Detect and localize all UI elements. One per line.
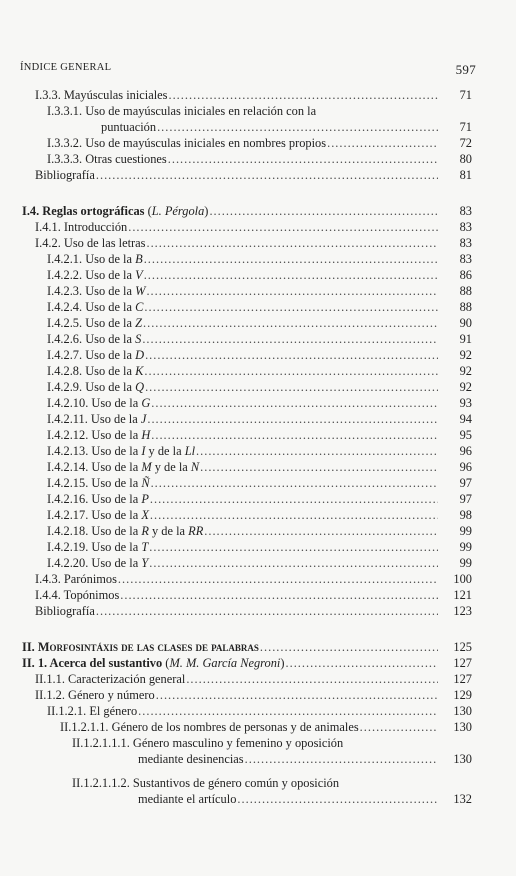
toc-entry-letter: N bbox=[190, 460, 200, 474]
header-page-number: 597 bbox=[455, 62, 476, 77]
toc-entry bbox=[47, 364, 472, 379]
toc-entry-page: 95 bbox=[459, 428, 472, 442]
toc-entry-title: I.3.3. Mayúsculas iniciales bbox=[35, 88, 168, 102]
toc-entry-title: I.4.2.9. Uso de la Q bbox=[47, 380, 145, 394]
toc-entry-title: I.4.2.15. Uso de la Ñ bbox=[47, 476, 150, 490]
toc-entry-title: I.4.2.11. Uso de la J bbox=[47, 412, 147, 426]
dot-leader bbox=[150, 508, 438, 523]
dot-leader bbox=[157, 120, 438, 135]
dot-leader bbox=[146, 236, 438, 251]
toc-entry-letter: Ll bbox=[184, 444, 196, 458]
dot-leader bbox=[196, 444, 438, 459]
toc-entry-title: II.1.2.1.1. Género de los nombres de personas y de animales bbox=[60, 720, 359, 734]
toc-entry-page: 92 bbox=[459, 348, 472, 362]
dot-leader bbox=[147, 412, 438, 427]
toc-entry-title: I.4.2. Uso de las letras bbox=[35, 236, 146, 250]
toc-entry bbox=[47, 540, 472, 555]
dot-leader bbox=[237, 792, 438, 807]
dot-leader bbox=[168, 152, 438, 167]
toc-entry-title: I.4.2.17. Uso de la X bbox=[47, 508, 149, 522]
dot-leader bbox=[260, 640, 438, 655]
toc-entry-page: 71 bbox=[459, 120, 472, 134]
toc-entry-page: 132 bbox=[453, 792, 472, 806]
toc-entry bbox=[35, 572, 472, 587]
toc-entry bbox=[47, 524, 472, 539]
toc-entry-page: 96 bbox=[459, 460, 472, 474]
toc-entry-title: Bibliografía bbox=[35, 168, 95, 182]
dot-leader bbox=[327, 136, 438, 151]
toc-entry-letter: C bbox=[135, 300, 144, 314]
dot-leader bbox=[144, 252, 438, 267]
toc-entry-letter: Z bbox=[135, 316, 143, 330]
toc-entry-title: II.1.2.1.1.2. Sustantivos de género común y oposición bbox=[72, 776, 340, 790]
dot-leader bbox=[118, 572, 438, 587]
toc-entry-page: 91 bbox=[459, 332, 472, 346]
toc-entry-title: I.3.3.1. Uso de mayúsculas iniciales en relación con la bbox=[47, 104, 317, 118]
toc-entry bbox=[47, 476, 472, 491]
toc-entry bbox=[72, 776, 472, 791]
toc-entry-page: 130 bbox=[453, 720, 472, 734]
toc-entry-letter: V bbox=[135, 268, 143, 282]
toc-entry-title: mediante el artículo bbox=[138, 792, 237, 806]
toc-entry-title: I.4.2.12. Uso de la H bbox=[47, 428, 151, 442]
dot-leader bbox=[120, 588, 438, 603]
dot-leader bbox=[96, 604, 438, 619]
toc-entry-letter: H bbox=[141, 428, 151, 442]
dot-leader bbox=[144, 268, 438, 283]
toc-entry bbox=[47, 460, 472, 475]
toc-entry-title: II.1.2.1.1.1. Género masculino y femenino y oposición bbox=[72, 736, 344, 750]
toc-entry bbox=[72, 736, 472, 751]
toc-entry-title: I.4.2.3. Uso de la W bbox=[47, 284, 146, 298]
toc-entry bbox=[47, 300, 472, 315]
running-header bbox=[20, 62, 476, 78]
toc-entry-letter: G bbox=[141, 396, 151, 410]
dot-leader bbox=[286, 656, 438, 671]
toc-entry-letter: D bbox=[135, 348, 145, 362]
dot-leader bbox=[245, 752, 438, 767]
toc-entry bbox=[47, 508, 472, 523]
dot-leader bbox=[186, 672, 438, 687]
toc-entry-page: 90 bbox=[459, 316, 472, 330]
toc-entry-title: II. Morfosintáxis de las clases de palabras bbox=[22, 640, 259, 654]
toc-entry-title: I.4.3. Parónimos bbox=[35, 572, 117, 586]
toc-entry-title: I.3.3.2. Uso de mayúsculas iniciales en nombres propios bbox=[47, 136, 327, 150]
dot-leader bbox=[151, 396, 438, 411]
toc-entry-letter: P bbox=[141, 492, 149, 506]
toc-entry bbox=[47, 348, 472, 363]
toc-entry-letter: K bbox=[135, 364, 144, 378]
toc-entry-letter: W bbox=[135, 284, 146, 298]
toc-entry bbox=[47, 704, 472, 719]
dot-leader bbox=[149, 540, 438, 555]
toc-entry bbox=[47, 268, 472, 283]
toc-entry-page: 123 bbox=[453, 604, 472, 618]
toc-entry-title: I.4.2.10. Uso de la G bbox=[47, 396, 151, 410]
toc-entry-title: I.4. Reglas ortográficas (L. Pérgola) bbox=[22, 204, 209, 218]
toc-entry bbox=[35, 168, 472, 183]
dot-leader bbox=[200, 460, 438, 475]
header-title: ÍNDICE GENERAL bbox=[20, 62, 112, 73]
toc-entry bbox=[35, 220, 472, 235]
toc-entry-page: 94 bbox=[459, 412, 472, 426]
toc-entry-title: II.1.2. Género y número bbox=[35, 688, 155, 702]
toc-entry bbox=[47, 444, 472, 459]
dot-leader bbox=[144, 364, 438, 379]
dot-leader bbox=[144, 300, 438, 315]
toc-entry bbox=[47, 252, 472, 267]
dot-leader bbox=[96, 168, 438, 183]
toc-entry-page: 99 bbox=[459, 524, 472, 538]
toc-entry bbox=[47, 104, 472, 119]
toc-entry-page: 71 bbox=[459, 88, 472, 102]
toc-entry-title: I.4.2.14. Uso de la M y de la N bbox=[47, 460, 200, 474]
toc-entry-page: 129 bbox=[453, 688, 472, 702]
toc-entry-page: 127 bbox=[453, 656, 472, 670]
toc-entry-page: 93 bbox=[459, 396, 472, 410]
toc-entry bbox=[47, 332, 472, 347]
toc-entry-letter: B bbox=[135, 252, 143, 266]
dot-leader bbox=[138, 704, 438, 719]
toc-entry-title: puntuación bbox=[101, 120, 157, 134]
toc-entry bbox=[60, 720, 472, 735]
toc-entry bbox=[47, 396, 472, 411]
toc-entry-page: 96 bbox=[459, 444, 472, 458]
toc-entry bbox=[47, 136, 472, 151]
toc-entry-letter: J bbox=[140, 412, 147, 426]
toc-entry-letter: M bbox=[141, 460, 152, 474]
dot-leader bbox=[204, 524, 438, 539]
toc-entry-author: L. Pérgola bbox=[151, 204, 205, 218]
toc-entry-author: M. M. García Negroni bbox=[169, 656, 281, 670]
dot-leader bbox=[145, 380, 438, 395]
toc-entry bbox=[35, 672, 472, 687]
toc-entry-page: 97 bbox=[459, 476, 472, 490]
toc-entry bbox=[35, 236, 472, 251]
toc-entry bbox=[47, 556, 472, 571]
dot-leader bbox=[209, 204, 438, 219]
toc-entry bbox=[138, 792, 472, 807]
dot-leader bbox=[128, 220, 438, 235]
toc-entry-page: 83 bbox=[459, 220, 472, 234]
toc-entry-title: I.4.4. Topónimos bbox=[35, 588, 120, 602]
toc-entry bbox=[47, 152, 472, 167]
toc-entry bbox=[47, 380, 472, 395]
toc-entry bbox=[22, 640, 472, 655]
toc-entry-letter: Y bbox=[141, 556, 149, 570]
toc-entry bbox=[22, 656, 472, 671]
dot-leader bbox=[151, 428, 438, 443]
dot-leader bbox=[143, 316, 438, 331]
dot-leader bbox=[156, 688, 438, 703]
toc-entry bbox=[47, 492, 472, 507]
toc-entry-letter: I bbox=[141, 444, 146, 458]
toc-entry bbox=[35, 604, 472, 619]
toc-entry-letter: X bbox=[141, 508, 149, 522]
toc-entry-letter: S bbox=[135, 332, 142, 346]
toc-entry-page: 81 bbox=[459, 168, 472, 182]
toc-entry-title: Bibliografía bbox=[35, 604, 95, 618]
toc-entry-letter: Q bbox=[135, 380, 145, 394]
toc-entry-page: 92 bbox=[459, 380, 472, 394]
toc-entry-title: I.4.2.5. Uso de la Z bbox=[47, 316, 143, 330]
toc-entry bbox=[101, 120, 472, 135]
toc-entry-page: 99 bbox=[459, 556, 472, 570]
toc-entry-letter: RR bbox=[188, 524, 204, 538]
toc-entry-title: I.4.2.8. Uso de la K bbox=[47, 364, 144, 378]
toc-entry-page: 130 bbox=[453, 704, 472, 718]
toc-entry-page: 125 bbox=[453, 640, 472, 654]
toc-entry-title: I.4.1. Introducción bbox=[35, 220, 128, 234]
toc-entry-page: 83 bbox=[459, 236, 472, 250]
toc-entry-page: 86 bbox=[459, 268, 472, 282]
toc-entry bbox=[35, 688, 472, 703]
toc-entry-title: II.1.1. Caracterización general bbox=[35, 672, 186, 686]
dot-leader bbox=[151, 476, 438, 491]
toc-entry-title: II.1.2.1. El género bbox=[47, 704, 138, 718]
toc-entry-title: I.4.2.1. Uso de la B bbox=[47, 252, 143, 266]
toc-entry-page: 72 bbox=[459, 136, 472, 150]
dot-leader bbox=[360, 720, 438, 735]
dot-leader bbox=[168, 88, 438, 103]
toc-entry-page: 98 bbox=[459, 508, 472, 522]
toc-entry-page: 121 bbox=[453, 588, 472, 602]
toc-entry-page: 99 bbox=[459, 540, 472, 554]
toc-entry-page: 88 bbox=[459, 300, 472, 314]
dot-leader bbox=[145, 348, 438, 363]
toc-entry-title: I.4.2.16. Uso de la P bbox=[47, 492, 149, 506]
toc-entry-title: I.4.2.19. Uso de la T bbox=[47, 540, 149, 554]
toc-entry-page: 80 bbox=[459, 152, 472, 166]
toc-entry-title: I.4.2.7. Uso de la D bbox=[47, 348, 145, 362]
toc-entry-title: mediante desinencias bbox=[138, 752, 244, 766]
toc-entry bbox=[138, 752, 472, 767]
dot-leader bbox=[150, 492, 438, 507]
toc-entry-page: 97 bbox=[459, 492, 472, 506]
toc-entry bbox=[47, 428, 472, 443]
toc-entry-letter: T bbox=[141, 540, 149, 554]
toc-entry-title: I.4.2.4. Uso de la C bbox=[47, 300, 144, 314]
toc-entry-page: 83 bbox=[459, 252, 472, 266]
toc-entry bbox=[47, 316, 472, 331]
toc-entry bbox=[35, 588, 472, 603]
toc-entry-title: I.4.2.6. Uso de la S bbox=[47, 332, 142, 346]
toc-entry bbox=[35, 88, 472, 103]
toc-entry bbox=[22, 204, 472, 219]
toc-entry bbox=[47, 284, 472, 299]
toc-entry-title: I.4.2.18. Uso de la R y de la RR bbox=[47, 524, 204, 538]
toc-entry-title: I.3.3.3. Otras cuestiones bbox=[47, 152, 167, 166]
toc-entry-title: I.4.2.20. Uso de la Y bbox=[47, 556, 149, 570]
toc-entry-page: 92 bbox=[459, 364, 472, 378]
toc-entry-page: 130 bbox=[453, 752, 472, 766]
toc-entry-page: 127 bbox=[453, 672, 472, 686]
toc-entry bbox=[47, 412, 472, 427]
toc-entry-title: I.4.2.13. Uso de la I y de la Ll bbox=[47, 444, 196, 458]
toc-entry-page: 88 bbox=[459, 284, 472, 298]
dot-leader bbox=[142, 332, 438, 347]
toc-entry-page: 83 bbox=[459, 204, 472, 218]
toc-entry-letter: R bbox=[141, 524, 149, 538]
toc-entry-title: I.4.2.2. Uso de la V bbox=[47, 268, 143, 282]
dot-leader bbox=[146, 284, 438, 299]
dot-leader bbox=[149, 556, 438, 571]
toc-entry-page: 100 bbox=[453, 572, 472, 586]
toc-entry-letter: Ñ bbox=[141, 476, 150, 490]
toc-entry-title: II. 1. Acerca del sustantivo (M. M. García Negroni) bbox=[22, 656, 285, 670]
